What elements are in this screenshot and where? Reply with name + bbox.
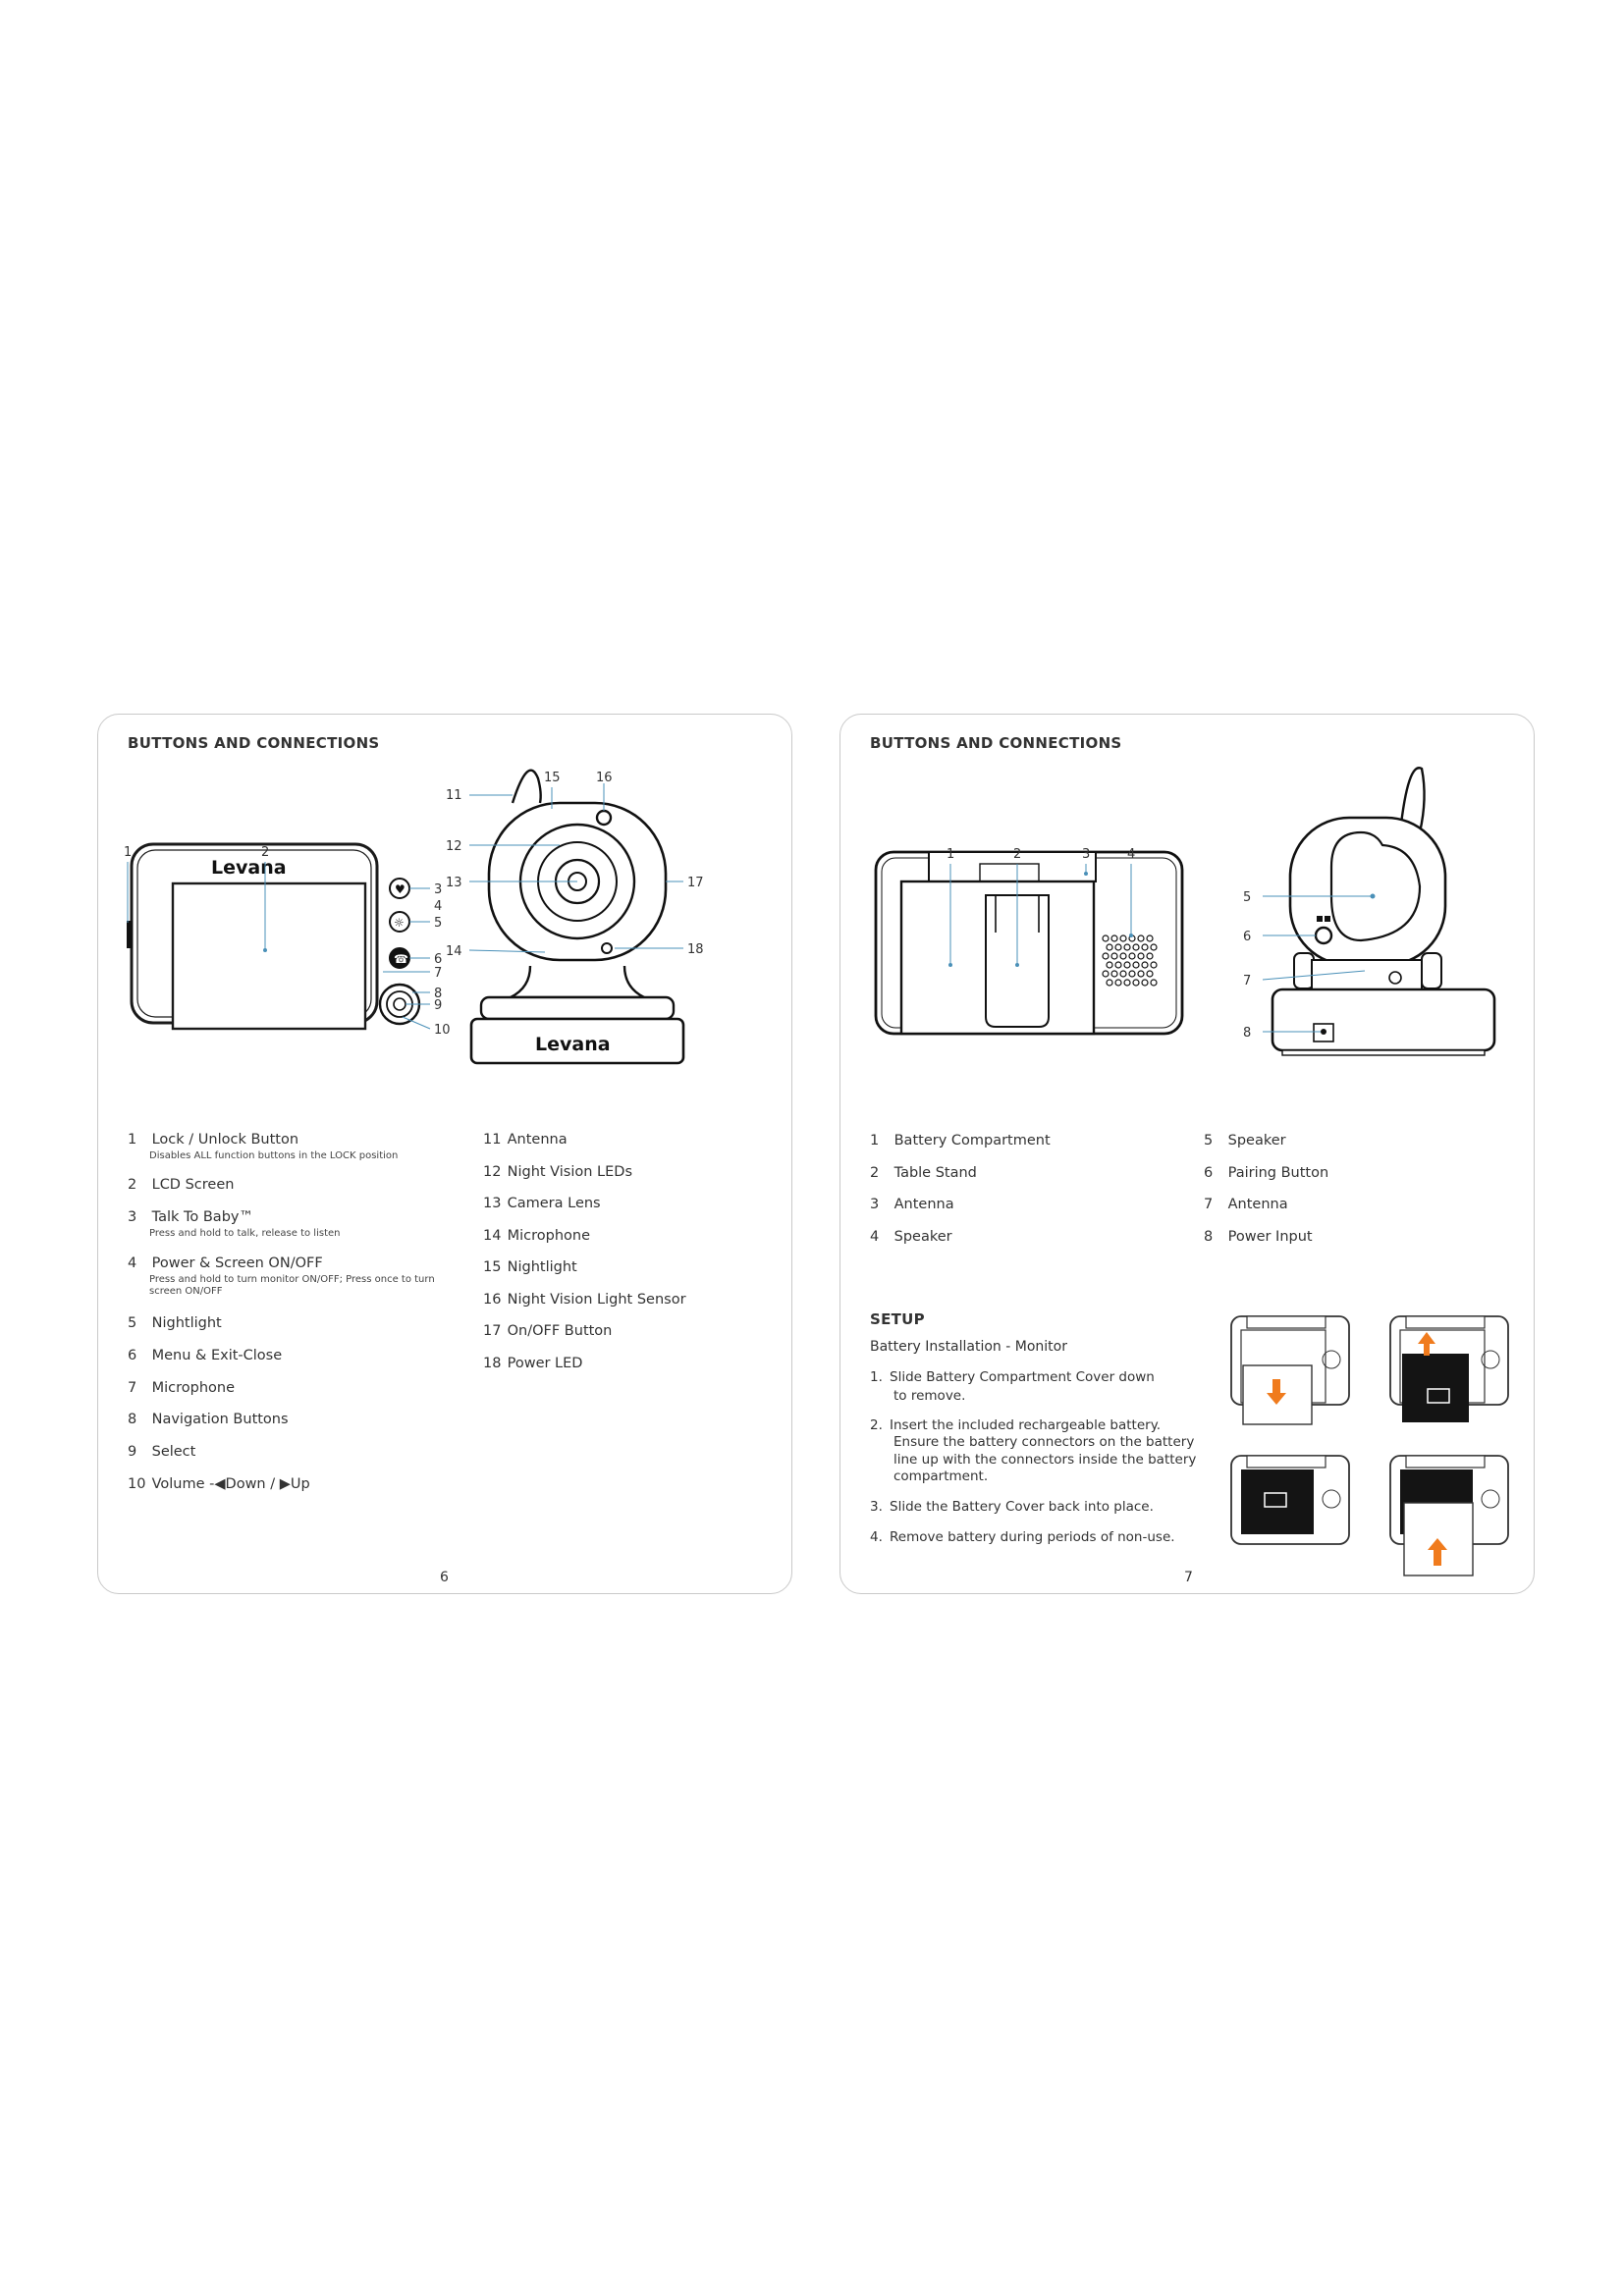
list-item: 6 Pairing Button <box>1204 1164 1329 1181</box>
list-item: 9 Select <box>128 1444 196 1460</box>
monitor-callout: 7 <box>434 966 443 981</box>
monitor-callout: 4 <box>434 899 443 914</box>
monitor-callout: 2 <box>261 845 270 860</box>
monitor-callout: 8 <box>434 987 443 1001</box>
page-number: 6 <box>440 1570 449 1585</box>
list-item: 7 Antenna <box>1204 1197 1288 1212</box>
list-item: 17 On/OFF Button <box>483 1323 613 1339</box>
list-item: 14 Microphone <box>483 1227 591 1244</box>
parent-monitor-back-illustration <box>870 813 1194 1039</box>
brand-logo: Levana <box>535 1034 611 1055</box>
list-item: 12 Night Vision LEDs <box>483 1163 633 1180</box>
list-item: 8 Navigation Buttons <box>128 1412 289 1427</box>
camera-callout: 17 <box>687 876 704 890</box>
page-heading: BUTTONS AND CONNECTIONS <box>870 734 1122 752</box>
list-item: 11 Antenna <box>483 1132 568 1148</box>
microphone-icon: ♥ <box>395 882 406 896</box>
brand-logo: Levana <box>211 857 287 879</box>
list-item: 1 Battery Compartment <box>870 1133 1051 1148</box>
list-item: 7 Microphone <box>128 1380 236 1396</box>
setup-heading: SETUP <box>870 1310 925 1328</box>
page-number: 7 <box>1184 1570 1193 1585</box>
baby-camera-back-illustration <box>1233 739 1528 1063</box>
battery-step-3-illustration <box>1231 1456 1349 1544</box>
monitor-callout: 5 <box>434 916 443 931</box>
battery-step-1-illustration <box>1231 1316 1349 1424</box>
camera-parts-list <box>483 1132 778 1387</box>
nightlight-icon: ☼ <box>394 916 405 930</box>
monitor-callout: 10 <box>434 1023 451 1038</box>
camera-callout: 11 <box>446 788 462 803</box>
camera-back-parts-list <box>1204 1133 1498 1260</box>
battery-step-2-illustration <box>1390 1316 1508 1422</box>
list-item: 4 Power & Screen ON/OFF Press and hold to turn monitor ON/OFF; Press once to turn screen ON/OFF <box>128 1255 435 1298</box>
monitor-callout: 3 <box>434 882 443 897</box>
setup-step: 3. Slide the Battery Cover back into place. <box>870 1498 1154 1515</box>
list-item: 3 Antenna <box>870 1197 954 1212</box>
setup-subtitle: Battery Installation - Monitor <box>870 1339 1067 1355</box>
list-item: 13 Camera Lens <box>483 1196 601 1211</box>
camera-callout: 18 <box>687 942 704 957</box>
side-callout: 5 <box>1243 890 1252 905</box>
side-callout: 8 <box>1243 1026 1252 1041</box>
list-item: 15 Nightlight <box>483 1259 577 1275</box>
camera-callout: 12 <box>446 839 462 854</box>
setup-step: 1. Slide Battery Compartment Cover down to remove. <box>870 1369 1155 1404</box>
list-item: 6 Menu & Exit-Close <box>128 1348 283 1363</box>
list-item: 8 Power Input <box>1204 1228 1313 1245</box>
menu-icon: ☎ <box>394 952 408 966</box>
manual-page-7 <box>839 714 1535 1594</box>
monitor-callout: 9 <box>434 998 443 1013</box>
list-item: 5 Nightlight <box>128 1315 222 1331</box>
side-callout: 6 <box>1243 930 1252 944</box>
back-callout: 4 <box>1127 847 1136 862</box>
battery-installation-illustrations <box>1227 1308 1522 1583</box>
monitor-parts-list <box>128 1132 461 1509</box>
camera-callout: 15 <box>544 771 561 785</box>
list-item: 10 Volume -◀Down / ▶Up <box>128 1476 310 1492</box>
camera-callout: 16 <box>596 771 613 785</box>
monitor-callout: 1 <box>124 845 133 860</box>
back-callout: 2 <box>1013 847 1022 862</box>
setup-step: 2. Insert the included rechargeable battery. Ensure the battery connectors on the battery line up with the connectors inside the battery compartment. <box>870 1416 1197 1485</box>
baby-camera-front-illustration <box>446 744 776 1068</box>
list-item: 16 Night Vision Light Sensor <box>483 1291 686 1308</box>
list-item: 5 Speaker <box>1204 1133 1286 1148</box>
manual-page-6 <box>97 714 792 1594</box>
back-parts-list <box>870 1133 1164 1260</box>
setup-steps <box>870 1368 1233 1547</box>
monitor-callout: 6 <box>434 952 443 967</box>
list-item: 2 Table Stand <box>870 1164 977 1181</box>
back-callout: 1 <box>947 847 955 862</box>
parent-monitor-front-illustration <box>118 813 451 1039</box>
page-heading: BUTTONS AND CONNECTIONS <box>128 734 380 752</box>
list-item: 18 Power LED <box>483 1355 583 1371</box>
back-callout: 3 <box>1082 847 1091 862</box>
battery-step-4-illustration <box>1390 1456 1508 1575</box>
list-item: 3 Talk To Baby™ Press and hold to talk, release to listen <box>128 1209 341 1239</box>
camera-callout: 14 <box>446 944 462 959</box>
camera-callout: 13 <box>446 876 462 890</box>
list-item: 1 Lock / Unlock Button Disables ALL function buttons in the LOCK position <box>128 1132 399 1161</box>
side-callout: 7 <box>1243 974 1252 988</box>
setup-step: 4. Remove battery during periods of non-use. <box>870 1528 1175 1545</box>
list-item: 2 LCD Screen <box>128 1177 235 1193</box>
list-item: 4 Speaker <box>870 1228 952 1245</box>
